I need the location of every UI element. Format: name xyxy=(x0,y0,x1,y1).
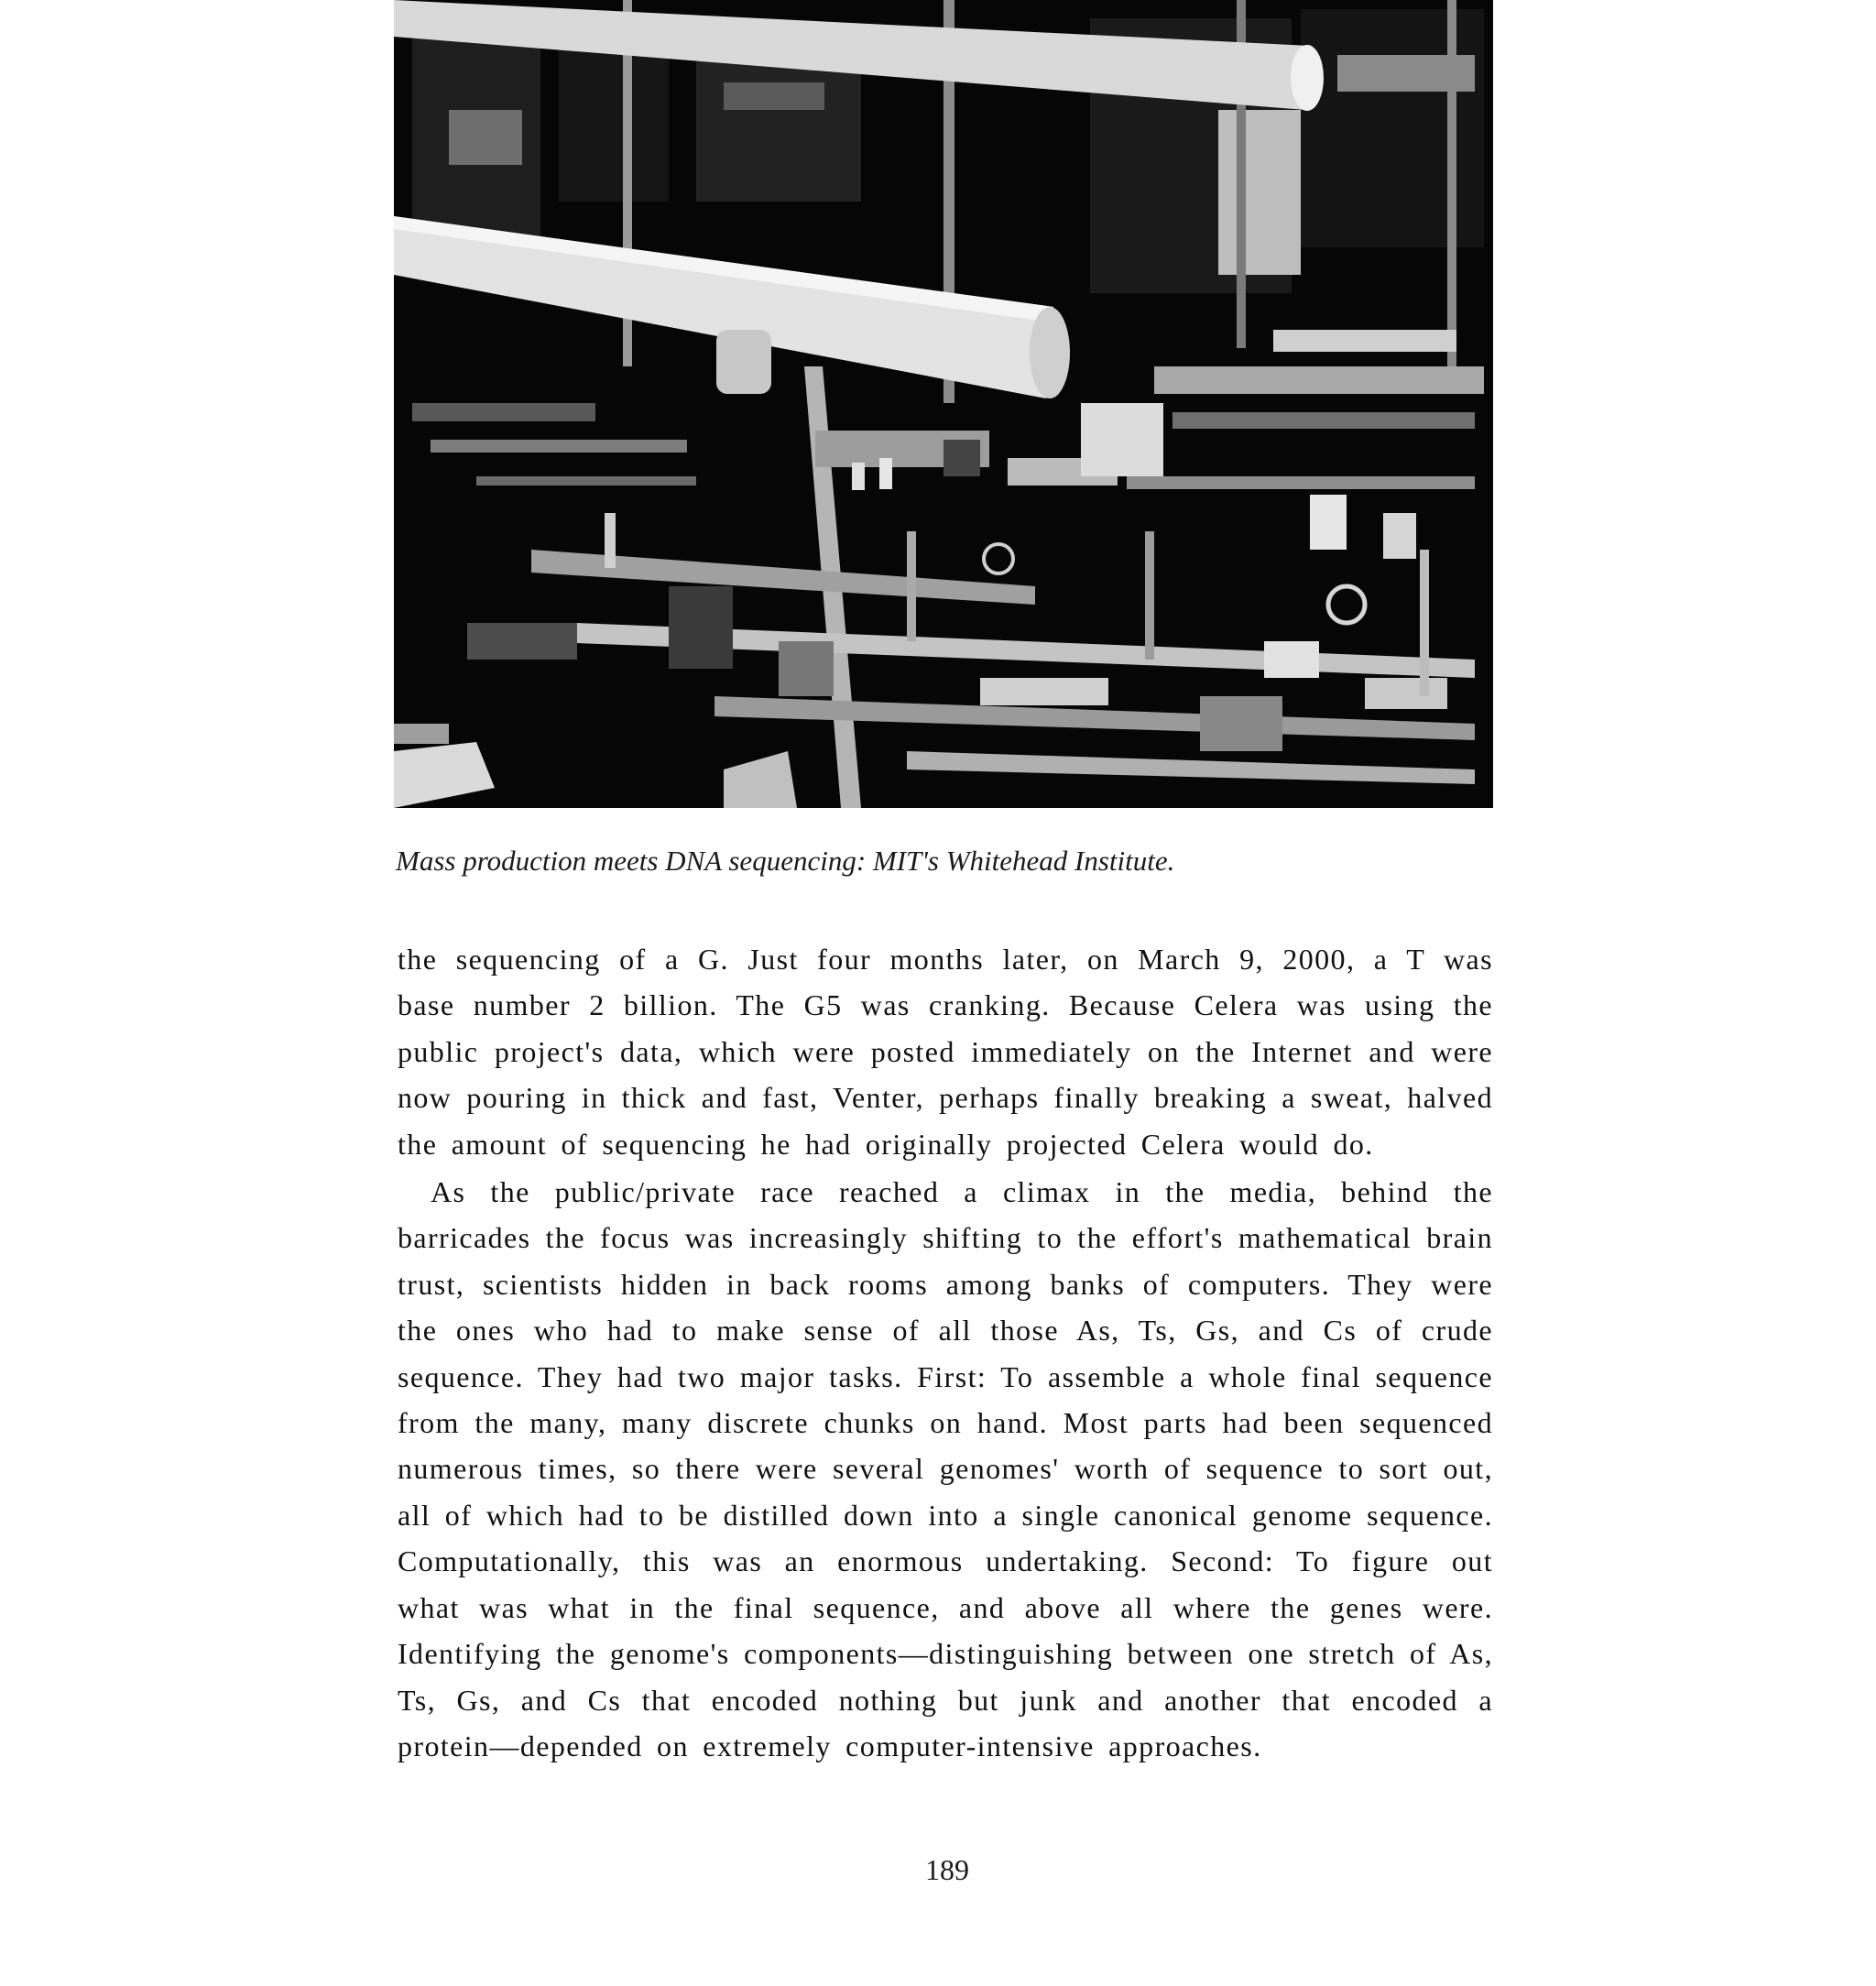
lab-photo xyxy=(394,0,1493,808)
photo-caption: Mass production meets DNA sequencing: MIT's Whitehead Institute. xyxy=(396,845,1175,877)
paragraph: As the public/private race reached a climax in the media, behind the barricades the focus was increasingly shifting to the effort's mathematical brain trust, scientists hidden in back rooms among banks of computers. They were the ones who had to make sense of all those As, Ts, Gs, and Cs of crude sequence. They had two major tasks. First: To assemble a whole final sequence from the many, many discrete chunks on hand. Most parts had been sequenced numerous times, so there were several genomes' worth of sequence to sort out, all of which had to be distilled down into a single canonical genome sequence. Computationally, this was an enormous undertaking. Second: To figure out what was what in the final sequence, and above all where the genes were. Identifying the genome's components—distinguishing between one stretch of As, Ts, Gs, and Cs that encoded nothing but junk and another that encoded a protein—depended on extremely computer-intensive approaches. xyxy=(398,1175,1493,1762)
paragraph: the sequencing of a G. Just four months later, on March 9, 2000, a T was base number 2 billion. The G5 was cranking. Because Celera was using the public project's data, which were posted immediately on the Internet and were now pouring in thick and fast, Venter, perhaps finally breaking a sweat, halved the amount of sequencing he had originally projected Celera would do. xyxy=(398,943,1493,1161)
sequencing-machines-image xyxy=(394,0,1493,808)
page-number: 189 xyxy=(925,1853,969,1886)
body-text xyxy=(398,936,1493,1771)
